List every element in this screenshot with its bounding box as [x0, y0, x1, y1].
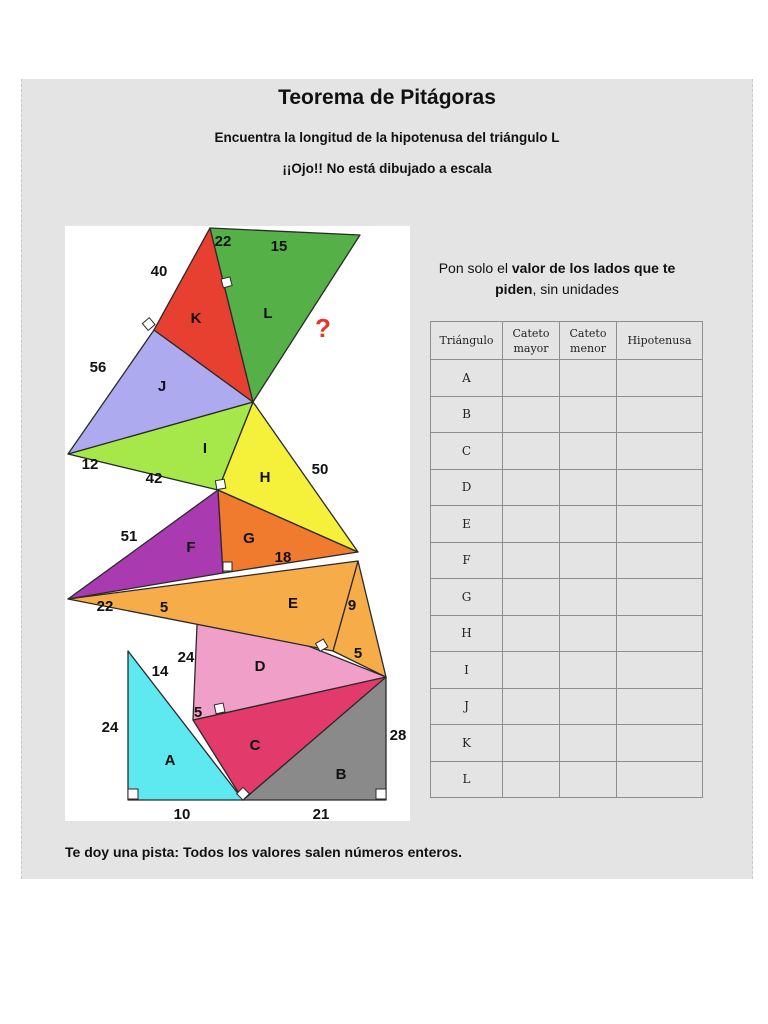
table-row — [431, 433, 703, 470]
side-length: 15 — [270, 238, 288, 255]
cateto-mayor-cell[interactable] — [503, 542, 560, 579]
triangle-label: D — [254, 658, 266, 675]
side-length: 28 — [389, 727, 407, 744]
answer-table — [430, 321, 703, 798]
triangle-spiral-svg — [65, 226, 410, 821]
side-length: 56 — [89, 359, 107, 376]
row-triangle-label: I — [431, 652, 503, 689]
right-angle-mark — [142, 318, 155, 331]
side-length: 18 — [274, 549, 292, 566]
cateto-mayor-cell[interactable] — [503, 579, 560, 616]
triangle-label: A — [164, 752, 176, 769]
cateto-menor-cell[interactable] — [560, 506, 617, 543]
cateto-menor-cell[interactable] — [560, 396, 617, 433]
triangle-label: F — [186, 539, 196, 556]
hipotenusa-cell[interactable] — [617, 579, 703, 616]
right-angle-mark — [214, 703, 225, 714]
side-length: 5 — [193, 704, 203, 721]
table-row — [431, 469, 703, 506]
cateto-menor-cell[interactable] — [560, 360, 617, 397]
side-length: 42 — [145, 470, 163, 487]
side-length: 14 — [151, 663, 169, 680]
worksheet — [21, 79, 753, 879]
cateto-menor-cell[interactable] — [560, 469, 617, 506]
table-row — [431, 688, 703, 725]
right-angle-mark — [223, 562, 232, 571]
row-triangle-label: L — [431, 761, 503, 798]
triangle-label: E — [287, 595, 299, 612]
right-angle-mark — [221, 277, 232, 288]
triangle-label: B — [335, 766, 347, 783]
instructions-bold: valor de los lados que te — [511, 260, 676, 276]
table-row — [431, 396, 703, 433]
row-triangle-label: A — [431, 360, 503, 397]
side-length: 51 — [120, 528, 138, 545]
row-triangle-label: H — [431, 615, 503, 652]
instructions — [417, 258, 697, 300]
triangle-label: J — [157, 378, 167, 395]
unknown-hypotenuse-mark: ? — [315, 313, 331, 343]
cateto-mayor-cell[interactable] — [503, 506, 560, 543]
row-triangle-label: J — [431, 688, 503, 725]
table-row — [431, 506, 703, 543]
row-triangle-label: C — [431, 433, 503, 470]
cateto-mayor-cell[interactable] — [503, 725, 560, 762]
cateto-menor-cell[interactable] — [560, 433, 617, 470]
triangle-label: C — [249, 737, 261, 754]
side-length: 50 — [311, 461, 329, 478]
row-triangle-label: B — [431, 396, 503, 433]
triangle-spiral-figure — [65, 226, 410, 821]
task-subtitle: Encuentra la longitud de la hipotenusa del triángulo L — [214, 130, 560, 145]
row-triangle-label: D — [431, 469, 503, 506]
cateto-menor-cell[interactable] — [560, 725, 617, 762]
hipotenusa-cell[interactable] — [617, 396, 703, 433]
row-triangle-label: E — [431, 506, 503, 543]
side-length: 21 — [312, 806, 330, 821]
table-row — [431, 761, 703, 798]
cateto-mayor-cell[interactable] — [503, 433, 560, 470]
header-triangulo: Triángulo — [431, 322, 503, 360]
table-row — [431, 725, 703, 762]
cateto-menor-cell[interactable] — [560, 761, 617, 798]
hipotenusa-cell[interactable] — [617, 652, 703, 689]
table-row — [431, 652, 703, 689]
right-angle-mark — [215, 479, 225, 489]
cateto-menor-cell[interactable] — [560, 542, 617, 579]
header-cateto-mayor: Cateto mayor — [503, 322, 560, 360]
hipotenusa-cell[interactable] — [617, 469, 703, 506]
cateto-mayor-cell[interactable] — [503, 615, 560, 652]
hipotenusa-cell[interactable] — [617, 542, 703, 579]
cateto-mayor-cell[interactable] — [503, 688, 560, 725]
hipotenusa-cell[interactable] — [617, 688, 703, 725]
cateto-menor-cell[interactable] — [560, 652, 617, 689]
right-angle-mark — [376, 789, 386, 799]
side-length: 22 — [96, 598, 114, 615]
instructions-prefix: Pon solo el — [438, 260, 512, 276]
side-length: 5 — [353, 645, 363, 662]
side-length: 12 — [81, 456, 99, 473]
triangle-label: K — [190, 310, 202, 327]
cateto-mayor-cell[interactable] — [503, 469, 560, 506]
triangle-label: L — [263, 305, 273, 322]
hipotenusa-cell[interactable] — [617, 360, 703, 397]
row-triangle-label: F — [431, 542, 503, 579]
instructions-line2: piden — [495, 281, 533, 297]
hipotenusa-cell[interactable] — [617, 725, 703, 762]
header-cateto-menor: Cateto menor — [560, 322, 617, 360]
cateto-menor-cell[interactable] — [560, 688, 617, 725]
side-length: 10 — [173, 806, 191, 821]
side-length: 24 — [101, 719, 119, 736]
table-row — [431, 615, 703, 652]
row-triangle-label: G — [431, 579, 503, 616]
cateto-mayor-cell[interactable] — [503, 360, 560, 397]
table-row — [431, 542, 703, 579]
row-triangle-label: K — [431, 725, 503, 762]
page-title: Teorema de Pitágoras — [278, 86, 496, 109]
triangle-label: I — [202, 440, 208, 457]
table-row — [431, 579, 703, 616]
side-length: 40 — [150, 263, 168, 280]
triangle-label: H — [259, 469, 271, 486]
cateto-mayor-cell[interactable] — [503, 761, 560, 798]
instructions-suffix: , sin unidades — [532, 281, 619, 297]
header-hipotenusa: Hipotenusa — [617, 322, 703, 360]
hint-text: Te doy una pista: Todos los valores salen números enteros. — [65, 844, 463, 860]
side-length: 5 — [159, 599, 169, 616]
side-length: 24 — [177, 649, 195, 666]
side-length: 22 — [214, 233, 232, 250]
scale-warning: ¡¡Ojo!! No está dibujado a escala — [282, 161, 492, 176]
hipotenusa-cell[interactable] — [617, 433, 703, 470]
cateto-mayor-cell[interactable] — [503, 652, 560, 689]
cateto-menor-cell[interactable] — [560, 579, 617, 616]
hipotenusa-cell[interactable] — [617, 761, 703, 798]
hipotenusa-cell[interactable] — [617, 506, 703, 543]
table-row — [431, 360, 703, 397]
side-length: 9 — [347, 597, 357, 614]
cateto-mayor-cell[interactable] — [503, 396, 560, 433]
cateto-menor-cell[interactable] — [560, 615, 617, 652]
triangle-label: G — [243, 530, 255, 547]
right-angle-mark — [128, 789, 138, 799]
hipotenusa-cell[interactable] — [617, 615, 703, 652]
